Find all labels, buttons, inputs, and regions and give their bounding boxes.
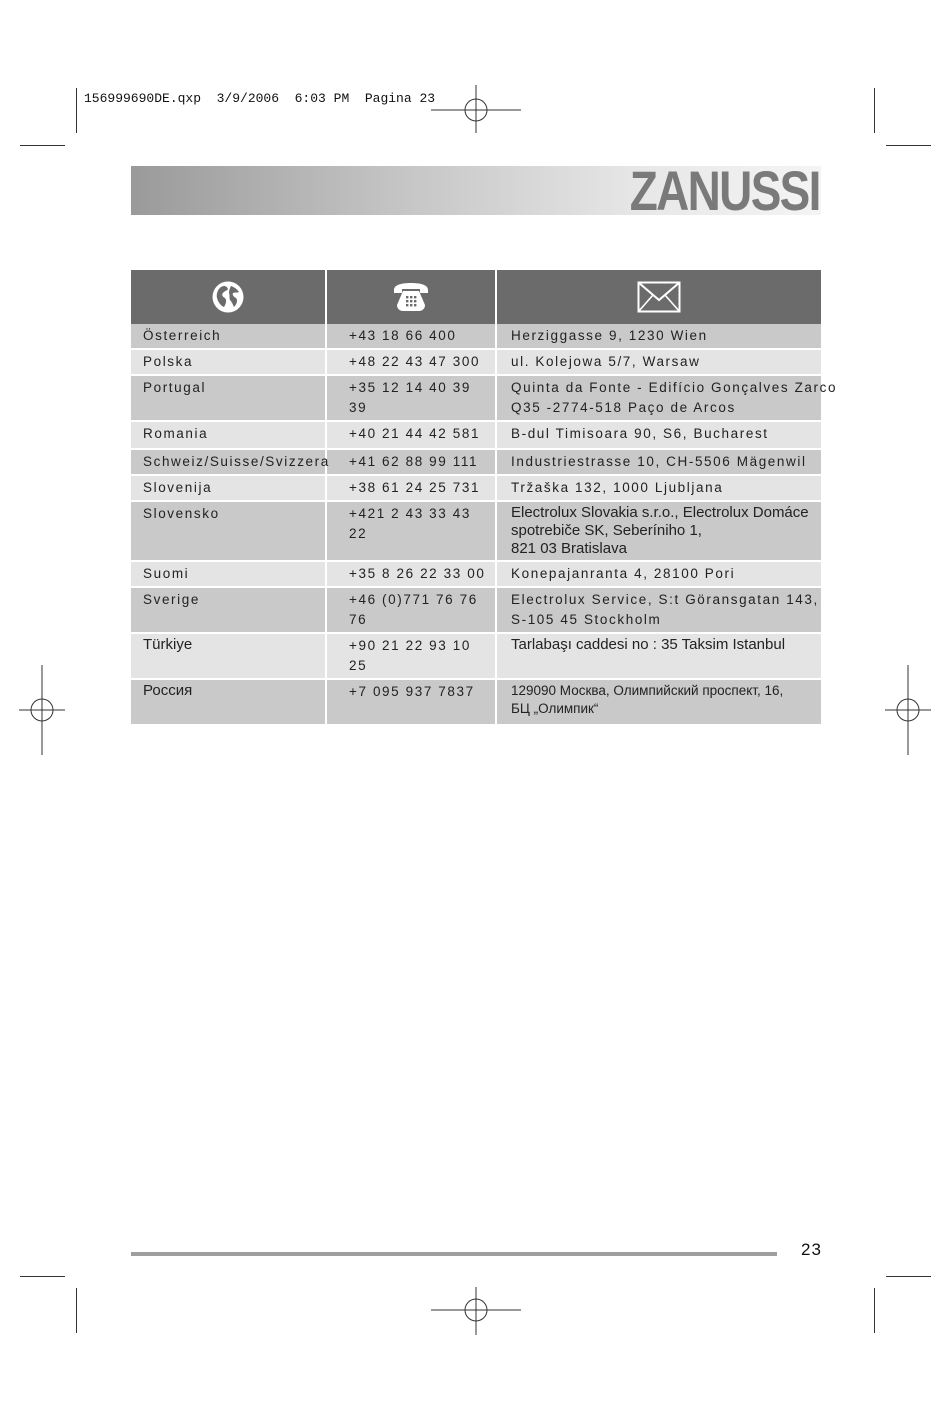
- table-row: [131, 349, 821, 375]
- crop-mark: [886, 145, 931, 146]
- table-row: [131, 587, 821, 633]
- crop-mark: [76, 88, 77, 133]
- address-cell: [496, 475, 821, 501]
- address-cell: [496, 633, 821, 679]
- country-cell: Österreich: [131, 324, 326, 349]
- address-line: Quinta da Fonte - Edifício Gonçalves Zarco: [511, 380, 838, 395]
- address-column-header: [496, 270, 821, 324]
- registration-mark-top: [431, 65, 521, 155]
- address-cell: [496, 501, 821, 561]
- country-cell: Slovensko: [131, 501, 326, 561]
- address-line: S-105 45 Stockholm: [511, 612, 662, 627]
- phone-cell: +35 8 26 22 33 00: [326, 561, 496, 587]
- crop-mark: [76, 1288, 77, 1333]
- phone-column-header: [326, 270, 496, 324]
- address-line: spotrebiče SK, Seberíniho 1,: [511, 522, 702, 539]
- phone-cell: +421 2 43 33 43 22: [326, 501, 496, 561]
- address-cell: [496, 324, 821, 349]
- address-cell: [496, 679, 821, 725]
- footer-rule: [131, 1252, 777, 1256]
- phone-cell: +35 12 14 40 39 39: [326, 375, 496, 421]
- table-row: [131, 324, 821, 349]
- registration-mark-left: [0, 665, 87, 755]
- address-line: Tarlabaşı caddesi no : 35 Taksim Istanbul: [511, 636, 786, 653]
- country-cell: Россия: [131, 679, 326, 725]
- crop-mark: [886, 1276, 931, 1277]
- address-line: Tržaška 132, 1000 Ljubljana: [511, 480, 724, 495]
- address-line: Herziggasse 9, 1230 Wien: [511, 328, 708, 343]
- address-line: Industriestrasse 10, CH-5506 Mägenwil: [511, 454, 807, 469]
- crop-mark: [20, 145, 65, 146]
- phone-cell: +90 21 22 93 10 25: [326, 633, 496, 679]
- crop-mark: [20, 1276, 65, 1277]
- phone-cell: +43 18 66 400: [326, 324, 496, 349]
- country-cell: Slovenija: [131, 475, 326, 501]
- phone-cell: +46 (0)771 76 76 76: [326, 587, 496, 633]
- country-cell: Türkiye: [131, 633, 326, 679]
- registration-mark-bottom: [431, 1265, 521, 1355]
- address-line: ul. Kolejowa 5/7, Warsaw: [511, 354, 701, 369]
- address-cell: [496, 375, 838, 421]
- table-row: [131, 449, 821, 475]
- envelope-icon: [637, 281, 681, 313]
- phone-cell: +48 22 43 47 300: [326, 349, 496, 375]
- country-cell: Suomi: [131, 561, 326, 587]
- contact-table: [131, 270, 838, 726]
- address-line: Konepajanranta 4, 28100 Pori: [511, 566, 736, 581]
- table-row: [131, 633, 821, 679]
- print-slug: 156999690DE.qxp 3/9/2006 6:03 PM Pagina 23: [84, 91, 436, 106]
- address-line: Q35 -2774-518 Paço de Arcos: [511, 400, 736, 415]
- table-row: [131, 375, 821, 421]
- address-line: Electrolux Slovakia s.r.o., Electrolux Domáce: [511, 504, 809, 521]
- page-number: 23: [801, 1240, 822, 1259]
- phone-cell: +41 62 88 99 111: [326, 449, 496, 475]
- address-cell: [496, 561, 821, 587]
- country-cell: Schweiz/Suisse/Svizzera: [131, 449, 326, 475]
- table-row: [131, 679, 821, 725]
- phone-cell: +7 095 937 7837: [326, 679, 496, 725]
- globe-icon: [211, 280, 245, 314]
- table-row: [131, 501, 821, 561]
- country-cell: Polska: [131, 349, 326, 375]
- address-cell: [496, 587, 821, 633]
- crop-mark: [874, 1288, 875, 1333]
- address-cell: [496, 349, 821, 375]
- crop-mark: [874, 88, 875, 133]
- table-row: [131, 561, 821, 587]
- phone-cell: +38 61 24 25 731: [326, 475, 496, 501]
- table-header-row: [131, 270, 821, 324]
- brand-logo: ZANUSSI: [629, 159, 820, 222]
- telephone-icon: [391, 281, 431, 313]
- address-line: B-dul Timisoara 90, S6, Bucharest: [511, 426, 769, 441]
- address-line: 129090 Москва, Олимпийский проспект, 16,: [511, 683, 784, 698]
- address-line: БЦ „Олимпик“: [511, 701, 599, 716]
- address-cell: [496, 421, 821, 449]
- registration-mark-right: [863, 665, 950, 755]
- country-column-header: [131, 270, 326, 324]
- phone-cell: +40 21 44 42 581: [326, 421, 496, 449]
- country-cell: Sverige: [131, 587, 326, 633]
- address-line: Electrolux Service, S:t Göransgatan 143,: [511, 592, 819, 607]
- address-line: 821 03 Bratislava: [511, 540, 627, 557]
- country-cell: Romania: [131, 421, 326, 449]
- address-cell: [496, 449, 821, 475]
- table-row: [131, 421, 821, 449]
- table-row: [131, 475, 821, 501]
- country-cell: Portugal: [131, 375, 326, 421]
